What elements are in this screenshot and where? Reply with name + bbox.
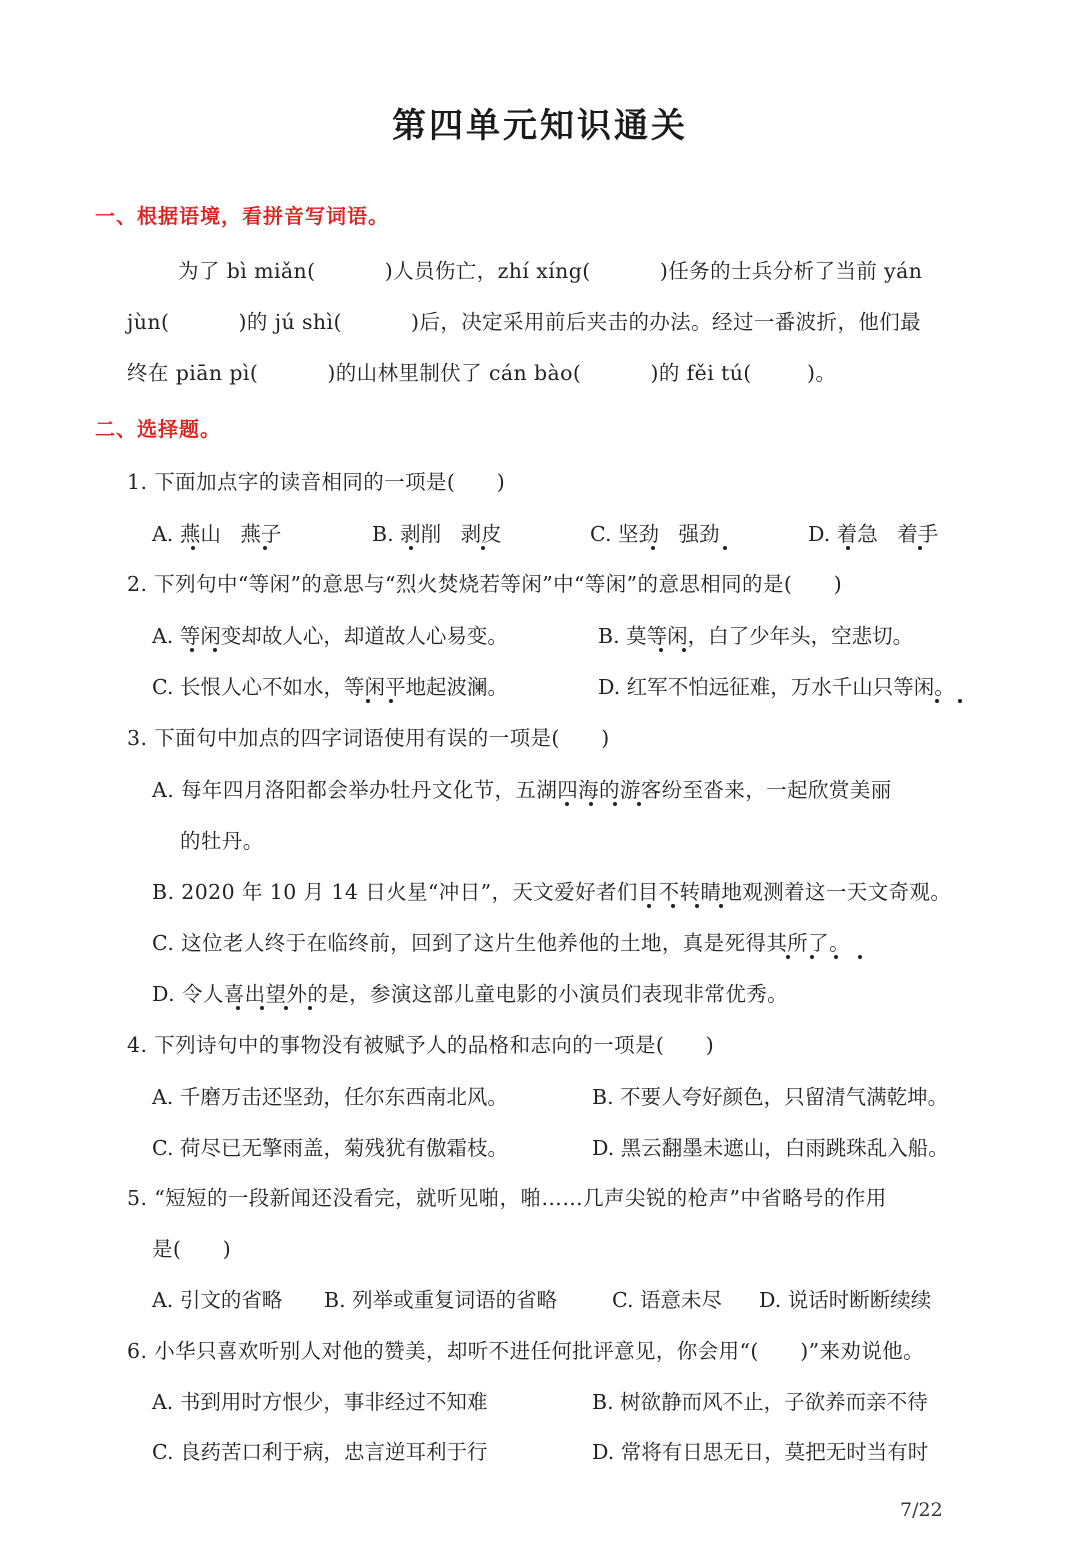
emphasis-dot	[719, 904, 723, 908]
emphasis-dot	[723, 546, 727, 550]
emphasis-dot	[236, 1006, 240, 1010]
emphasis-dot	[695, 904, 699, 908]
q6-option-d: D. 常将有日思无日，莫把无时当有时	[592, 1440, 929, 1464]
q3-option-c: C. 这位老人终于在临终前，回到了这片生他养他的土地，真是死得其所了。	[152, 931, 850, 955]
question-2-options-row-1	[152, 619, 982, 649]
q3-option-a: A. 每年四月洛阳都会举办牡丹文化节，五湖四海的游客纷至沓来，一起欣赏美丽	[152, 778, 892, 802]
emphasis-dot	[409, 546, 413, 550]
q6-option-c: C. 良药苦口利于病，忠言逆耳利于行	[152, 1440, 488, 1464]
emphasis-dot	[671, 904, 675, 908]
emphasis-dot	[589, 802, 593, 806]
question-2-options-row-2	[152, 670, 982, 700]
question-5-stem: 5. “短短的一段新闻还没看完，就听见啪，啪……几声尖锐的枪声”中省略号的作用	[127, 1186, 887, 1210]
question-2-stem: 2. 下列句中“等闲”的意思与“烈火焚烧若等闲”中“等闲”的意思相同的是( )	[127, 572, 843, 596]
q5-option-b: B. 列举或重复词语的省略	[324, 1288, 558, 1312]
emphasis-dot	[637, 802, 641, 806]
q2-option-a: A. 等闲变却故人心，却道故人心易变。	[152, 624, 508, 648]
q5-option-c: C. 语意未尽	[612, 1288, 722, 1312]
emphasis-dot	[284, 1006, 288, 1010]
question-1-options	[152, 517, 982, 547]
emphasis-dot	[810, 955, 814, 959]
section-1-heading: 一、根据语境，看拼音写词语。	[95, 204, 389, 228]
emphasis-dot	[565, 802, 569, 806]
emphasis-dot	[308, 1006, 312, 1010]
question-4-options-row-2	[152, 1131, 982, 1161]
q2-option-d: D. 红军不怕远征难，万水千山只等闲。	[598, 675, 955, 699]
emphasis-dot	[366, 699, 370, 703]
emphasis-dot	[213, 648, 217, 652]
emphasis-dot	[263, 546, 267, 550]
q1-option-b: B. 剥削 剥皮	[372, 522, 502, 546]
q2-option-c: C. 长恨人心不如水，等闲平地起波澜。	[152, 675, 508, 699]
question-4-stem: 4. 下列诗句中的事物没有被赋予人的品格和志向的一项是( )	[127, 1033, 715, 1057]
fill-in-line-1: 为了 bì miǎn( )人员伤亡，zhí xíng( )任务的士兵分析了当前 yán	[178, 259, 923, 283]
emphasis-dot	[651, 546, 655, 550]
q4-option-b: B. 不要人夸好颜色，只留清气满乾坤。	[592, 1085, 949, 1109]
fill-in-line-3: 终在 piān pì( )的山林里制伏了 cán bào( )的 fěi tú( )。	[127, 361, 837, 385]
emphasis-dot	[846, 546, 850, 550]
q5-option-d: D. 说话时断断续续	[759, 1288, 932, 1312]
q4-option-c: C. 荷尽已无擎雨盖，菊残犹有傲霜枝。	[152, 1136, 508, 1160]
emphasis-dot	[647, 904, 651, 908]
emphasis-dot	[918, 546, 922, 550]
emphasis-dot	[260, 1006, 264, 1010]
q4-option-d: D. 黑云翻墨未遮山，白雨跳珠乱入船。	[592, 1136, 949, 1160]
emphasis-dot	[858, 955, 862, 959]
question-6-stem: 6. 小华只喜欢听别人对他的赞美，却听不进任何批评意见，你会用“( )”来劝说他。	[127, 1339, 925, 1363]
q3-option-b: B. 2020 年 10 月 14 日火星“冲日”，天文爱好者们目不转睛地观测着这一天文奇观。	[152, 880, 952, 904]
q3-option-a-continued: 的牡丹。	[180, 829, 264, 853]
section-2-heading: 二、选择题。	[95, 417, 221, 441]
question-4-options-row-1	[152, 1080, 982, 1110]
page-title: 第四单元知识通关	[392, 106, 688, 146]
fill-in-line-2: jùn( )的 jú shì( )后，决定采用前后夹击的办法。经过一番波折，他们最	[127, 310, 922, 334]
q1-option-d: D. 着急 着手	[808, 522, 939, 546]
q3-option-d: D. 令人喜出望外的是，参演这部儿童电影的小演员们表现非常优秀。	[152, 982, 789, 1006]
q6-option-b: B. 树欲静而风不止，子欲养而亲不待	[592, 1390, 928, 1414]
emphasis-dot	[659, 648, 663, 652]
question-5-options	[152, 1283, 982, 1313]
question-1-stem: 1. 下面加点字的读音相同的一项是( )	[127, 470, 506, 494]
question-5-stem-continued: 是( )	[152, 1237, 232, 1261]
emphasis-dot	[613, 802, 617, 806]
emphasis-dot	[682, 648, 686, 652]
q4-option-a: A. 千磨万击还坚劲，任尔东西南北风。	[152, 1085, 508, 1109]
emphasis-dot	[786, 955, 790, 959]
page-number: 7/22	[900, 1499, 943, 1521]
question-6-options-row-1	[152, 1385, 982, 1415]
question-3-stem: 3. 下面句中加点的四字词语使用有误的一项是( )	[127, 726, 610, 750]
q1-option-a: A. 燕山 燕子	[152, 522, 282, 546]
emphasis-dot	[389, 699, 393, 703]
emphasis-dot	[834, 955, 838, 959]
emphasis-dot	[481, 546, 485, 550]
q1-option-c: C. 坚劲 强劲	[590, 522, 720, 546]
emphasis-dot	[191, 546, 195, 550]
q2-option-b: B. 莫等闲，白了少年头，空悲切。	[598, 624, 914, 648]
emphasis-dot	[190, 648, 194, 652]
q6-option-a: A. 书到用时方恨少，事非经过不知难	[152, 1390, 488, 1414]
q5-option-a: A. 引文的省略	[152, 1288, 283, 1312]
question-6-options-row-2	[152, 1435, 982, 1465]
emphasis-dot	[935, 699, 939, 703]
emphasis-dot	[958, 699, 962, 703]
